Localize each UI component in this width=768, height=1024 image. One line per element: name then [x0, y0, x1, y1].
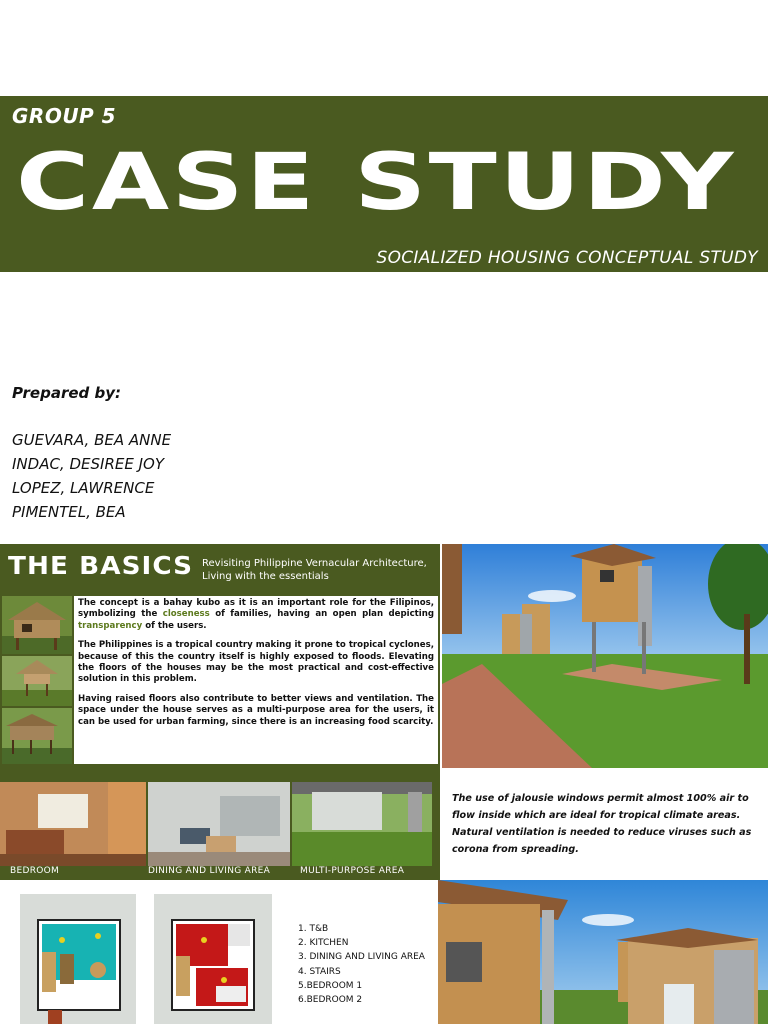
group-label: GROUP 5 [12, 104, 117, 128]
housing-render-image [442, 544, 768, 768]
basics-paragraph-3: Having raised floors also contribute to better views and ventilation. The space under the house serves as a multi-purpose area for the users, it can be used for urban farming, since there is an increasing food scarcity. [78, 693, 434, 727]
stilt-house-photo [2, 708, 72, 764]
legend-item: 1. T&B [298, 924, 329, 934]
bahay-kubo-photo [2, 596, 72, 654]
legend-item: 4. STAIRS [298, 966, 341, 977]
basics-paragraph-1: The concept is a bahay kubo as it is an important role for the Filipinos, symbolizing the closeness of families, having an open plan depicting transparency of the users. [78, 598, 435, 631]
basics-subtitle-line: Living with the essentials [202, 571, 329, 582]
second-floor-plan [154, 894, 272, 1024]
room-caption-dining: DINING AND LIVING AREA [148, 866, 271, 876]
highlight-word: closeness [162, 609, 210, 620]
prepared-by-label: Prepared by: [12, 384, 122, 402]
page-title: CASE STUDY [16, 138, 736, 228]
nipa-hut-photo [2, 656, 72, 706]
jalousie-note: The use of jalousie windows permit almost 100% air to flow inside which are ideal for tropical climate areas. Natural ventilation is needed to reduce viruses such as corona from spreading. [452, 793, 752, 855]
page-subtitle: SOCIALIZED HOUSING CONCEPTUAL STUDY [376, 248, 758, 268]
floor-plan-legend [298, 922, 425, 1007]
basics-subtitle [202, 557, 427, 583]
basics-title: THE BASICS [8, 551, 194, 580]
highlight-word: transparency [78, 620, 143, 631]
basics-paragraph-2: The Philippines is a tropical country making it prone to tropical cyclones, because of this the country itself is highly exposed to floods. Elevating the floors of the houses may be the most practical and cost-effective solution in this problem. [78, 640, 434, 685]
legend-item: 6.BEDROOM 2 [298, 995, 363, 1006]
author-list [12, 428, 171, 524]
author-name: LOPEZ, LAWRENCE [12, 479, 155, 497]
author-name: INDAC, DESIREE JOY [12, 455, 164, 473]
room-caption-multipurpose: MULTI-PURPOSE AREA [300, 866, 405, 876]
room-caption-bedroom: BEDROOM [10, 866, 60, 876]
legend-item: 5.BEDROOM 1 [298, 980, 363, 991]
author-name: GUEVARA, BEA ANNE [12, 431, 172, 449]
basics-subtitle-line: Revisiting Philippine Vernacular Architecture, [202, 558, 427, 569]
basics-text-box [74, 596, 438, 764]
legend-item: 2. KITCHEN [298, 938, 349, 949]
author-name: PIMENTEL, BEA [12, 503, 126, 521]
ground-floor-plan [20, 894, 136, 1024]
legend-item: 3. DINING AND LIVING AREA [298, 952, 425, 963]
housing-render-image-2 [438, 880, 768, 1024]
